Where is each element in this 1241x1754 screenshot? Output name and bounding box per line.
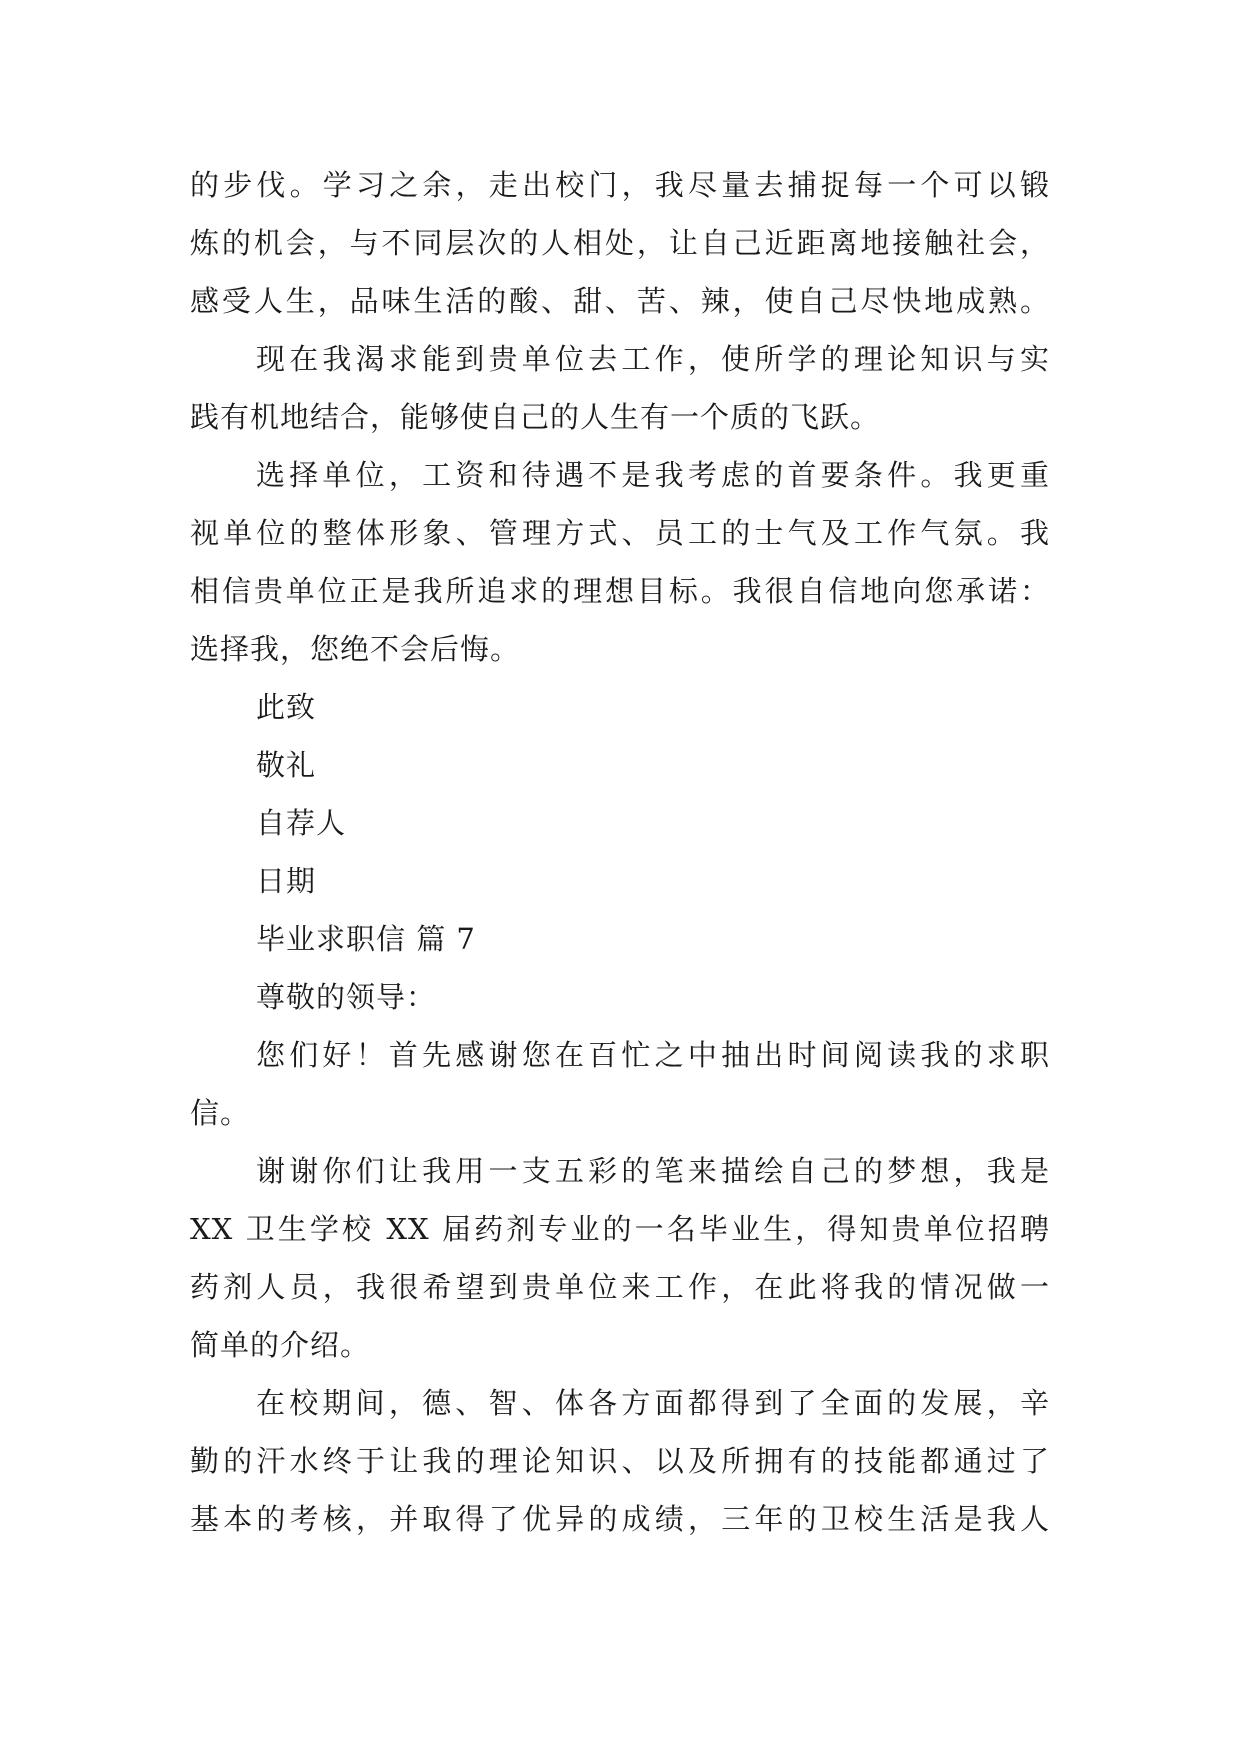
signature-label: 自荐人 (256, 806, 347, 840)
text-line: 选择我，您绝不会后悔。 (190, 632, 521, 666)
paragraph-start-line: 现在我渴求能到贵单位去工作，使所学的理论知识与实 (256, 342, 1050, 376)
date-label: 日期 (256, 864, 317, 898)
letter-body (190, 156, 1050, 1548)
text-line: 视单位的整体形象、管理方式、员工的士气及工作气氛。我 (190, 516, 1050, 550)
closing-regards: 敬礼 (256, 748, 317, 782)
text-line: 基本的考核，并取得了优异的成绩，三年的卫校生活是我人 (190, 1502, 1050, 1536)
text-line: 信。 (190, 1096, 251, 1130)
text-line: 相信贵单位正是我所追求的理想目标。我很自信地向您承诺： (190, 574, 1050, 608)
paragraph-start-line: 选择单位，工资和待遇不是我考虑的首要条件。我更重 (256, 458, 1050, 492)
text-line: 简单的介绍。 (190, 1328, 371, 1362)
paragraph-start-line: 在校期间，德、智、体各方面都得到了全面的发展，辛 (256, 1386, 1050, 1420)
text-line: 药剂人员，我很希望到贵单位来工作，在此将我的情况做一 (190, 1270, 1050, 1304)
section-heading: 毕业求职信 篇 7 (256, 922, 476, 956)
paragraph-start-line: 您们好！首先感谢您在百忙之中抽出时间阅读我的求职 (256, 1038, 1050, 1072)
text-line: 的步伐。学习之余，走出校门，我尽量去捕捉每一个可以锻 (190, 168, 1050, 202)
text-line: 践有机地结合，能够使自己的人生有一个质的飞跃。 (190, 400, 881, 434)
text-line: 勤的汗水终于让我的理论知识、以及所拥有的技能都通过了 (190, 1444, 1050, 1478)
text-line: XX 卫生学校 XX 届药剂专业的一名毕业生，得知贵单位招聘 (190, 1212, 1050, 1246)
paragraph-start-line: 谢谢你们让我用一支五彩的笔来描绘自己的梦想，我是 (256, 1154, 1050, 1188)
closing-salutation: 此致 (256, 690, 317, 724)
text-line: 炼的机会，与不同层次的人相处，让自己近距离地接触社会， (190, 226, 1050, 260)
greeting: 尊敬的领导： (256, 980, 437, 1014)
text-line: 感受人生，品味生活的酸、甜、苦、辣，使自己尽快地成熟。 (190, 284, 1050, 318)
